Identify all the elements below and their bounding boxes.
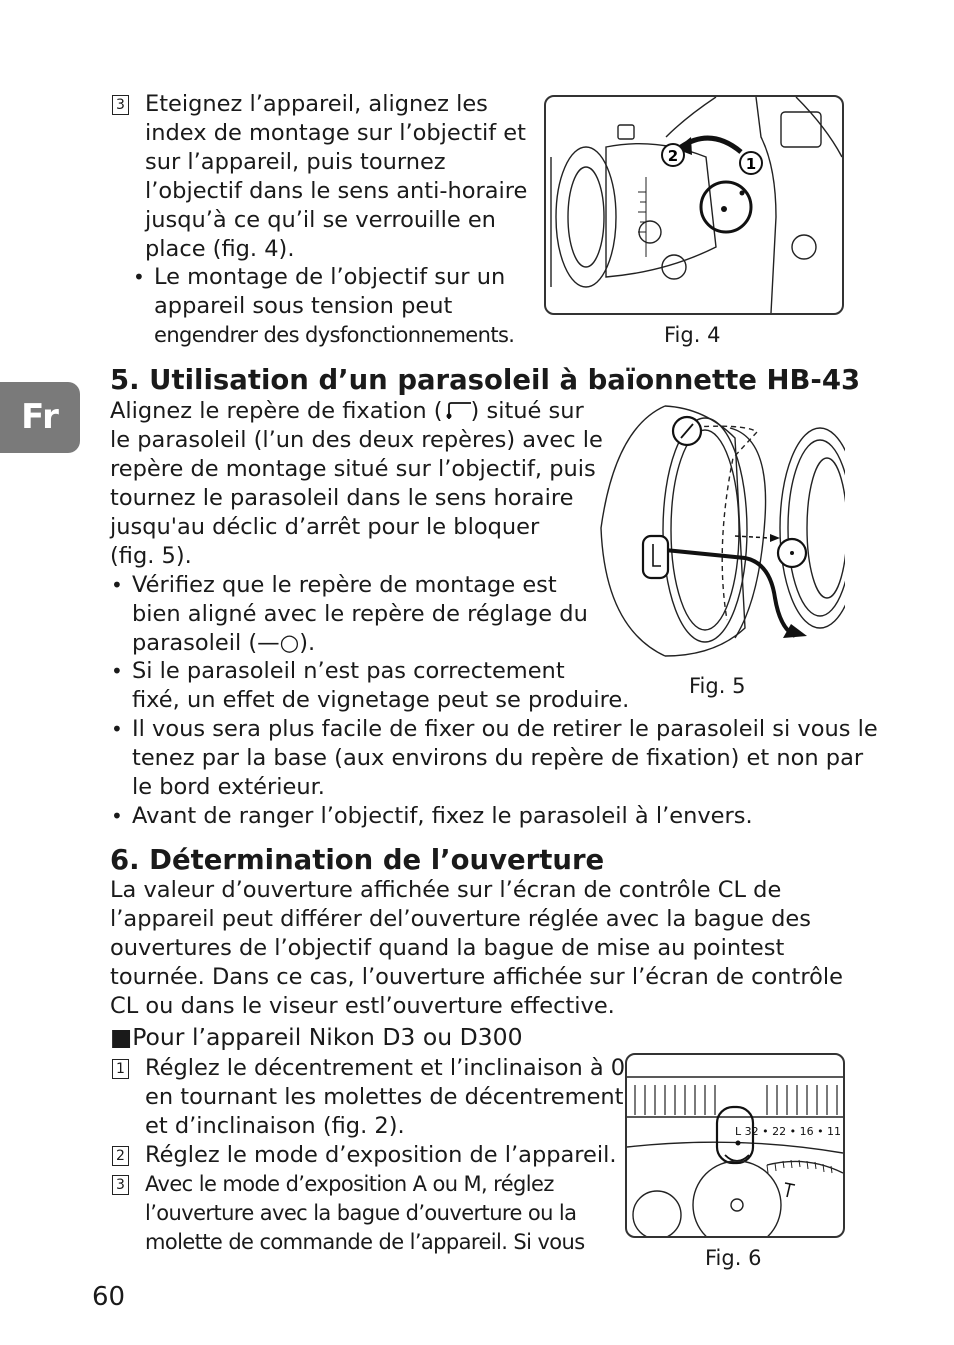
- text-line: Il vous sera plus facile de fixer ou de retirer le parasoleil si vous le: [132, 716, 878, 742]
- text-line: parasoleil (—○).: [132, 630, 316, 656]
- text-line: l’objectif dans le sens anti-horaire: [145, 178, 528, 204]
- fig4-caption: Fig. 4: [664, 323, 721, 347]
- text-line: l’appareil peut différer del’ouverture réglée avec la bague des: [110, 906, 811, 932]
- text-line: Alignez le repère de fixation ( ) situé sur: [110, 398, 584, 424]
- section-6-heading: 6. Détermination de l’ouverture: [110, 844, 605, 876]
- text-line: index de montage sur l’objectif et: [145, 120, 526, 146]
- fig6-illustration: [625, 1053, 845, 1238]
- text-line: le bord extérieur.: [132, 774, 325, 800]
- text-line: sur l’appareil, puis tournez: [145, 149, 446, 175]
- text-line: jusqu'au déclic d’arrêt pour le bloquer: [110, 514, 540, 540]
- fig4-illustration: [544, 95, 844, 315]
- fig4-mark-2: 2: [667, 147, 679, 165]
- step-number-2: 2: [112, 1146, 129, 1166]
- text-line: Avec le mode d’exposition A ou M, réglez: [145, 1172, 554, 1196]
- fig5-illustration: [595, 398, 845, 660]
- fig5-caption: Fig. 5: [689, 674, 746, 698]
- fixation-mark-icon: [443, 401, 471, 421]
- bullet-icon: •: [111, 804, 123, 828]
- page-number: 60: [92, 1282, 126, 1312]
- bullet-icon: •: [111, 659, 123, 683]
- bullet-icon: •: [111, 717, 123, 741]
- text-line: bien aligné avec le repère de réglage du: [132, 601, 588, 627]
- bullet-icon: •: [111, 573, 123, 597]
- text-line: fixé, un effet de vignetage peut se produire.: [132, 687, 630, 713]
- text-line: l’ouverture avec la bague d’ouverture ou la: [145, 1201, 577, 1225]
- text-line: Avant de ranger l’objectif, fixez le parasoleil à l’envers.: [132, 803, 753, 829]
- text-line: tournez le parasoleil dans le sens horaire: [110, 485, 574, 511]
- text-line: le parasoleil (l’un des deux repères) avec le: [110, 427, 603, 453]
- text-line: jusqu’à ce qu’il se verrouille en: [145, 207, 496, 233]
- aperture-scale-text: L 32 • 22 • 16 • 11: [735, 1125, 842, 1138]
- fig6-caption: Fig. 6: [705, 1246, 762, 1270]
- camera-subheading: ■Pour l’appareil Nikon D3 ou D300: [110, 1023, 523, 1051]
- text-line: engendrer des dysfonctionnements.: [154, 323, 515, 347]
- text-line: CL ou dans le viseur estl’ouverture effective.: [110, 993, 615, 1019]
- text-line: Eteignez l’appareil, alignez les: [145, 91, 488, 117]
- text-line: La valeur d’ouverture affichée sur l’écran de contrôle CL de: [110, 877, 782, 903]
- text-line: en tournant les molettes de décentrement: [145, 1084, 624, 1110]
- text-line: Réglez le décentrement et l’inclinaison à 0: [145, 1055, 626, 1081]
- text-line: Réglez le mode d’exposition de l’appareil.: [145, 1142, 617, 1168]
- text-line: molette de commande de l’appareil. Si vous: [145, 1230, 585, 1254]
- section-5-heading: 5. Utilisation d’un parasoleil à baïonnette HB-43: [110, 364, 861, 396]
- text-line: et d’inclinaison (fig. 2).: [145, 1113, 405, 1139]
- text-line: repère de montage situé sur l’objectif, puis: [110, 456, 596, 482]
- step-number-1: 1: [112, 1059, 129, 1079]
- text-line: place (fig. 4).: [145, 236, 295, 262]
- text-line: ouvertures de l’objectif quand la bague de mise au pointest: [110, 935, 785, 961]
- text-line: Vérifiez que le repère de montage est: [132, 572, 557, 598]
- bullet-icon: •: [133, 265, 145, 289]
- text-line: Si le parasoleil n’est pas correctement: [132, 658, 565, 684]
- language-tab: Fr: [0, 382, 80, 453]
- step-number-3: 3: [112, 1175, 129, 1195]
- text-line: appareil sous tension peut: [154, 293, 453, 319]
- fig4-mark-1: 1: [745, 155, 757, 173]
- text-line: Le montage de l’objectif sur un: [154, 264, 506, 290]
- text-line: tournée. Dans ce cas, l’ouverture affichée sur l’écran de contrôle: [110, 964, 843, 990]
- text-line: tenez par la base (aux environs du repère de fixation) et non par: [132, 745, 864, 771]
- text-line: (fig. 5).: [110, 543, 192, 569]
- step-number-3: 3: [112, 95, 129, 115]
